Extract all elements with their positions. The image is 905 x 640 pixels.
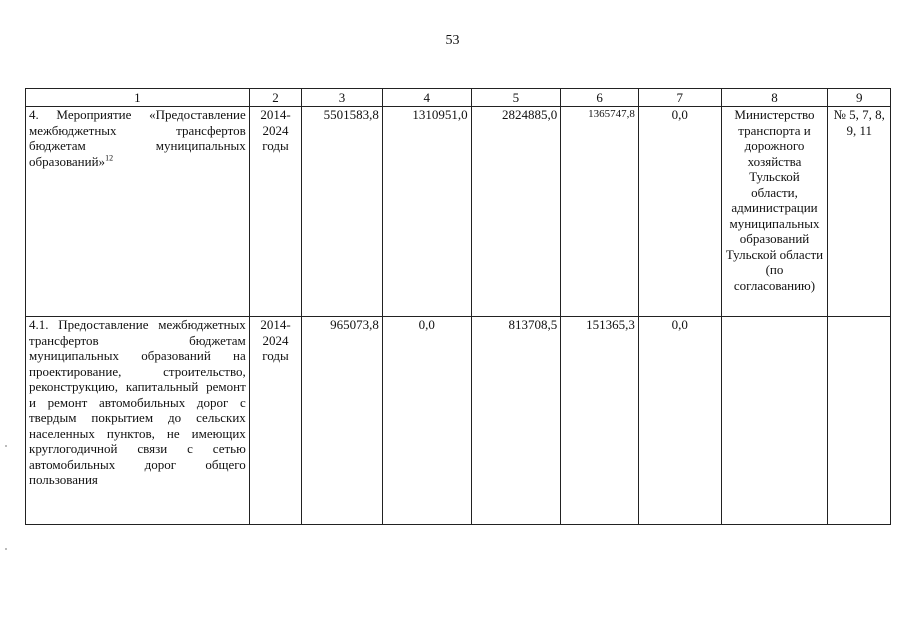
col5-cell: 2824885,0 (471, 107, 561, 317)
scan-speck (5, 548, 7, 550)
col-header-2: 2 (249, 89, 301, 107)
table-row (26, 317, 891, 525)
total-cell: 5501583,8 (302, 107, 383, 317)
total-cell: 965073,8 (302, 317, 383, 525)
col7-cell: 0,0 (638, 107, 721, 317)
col4-cell: 1310951,0 (382, 107, 471, 317)
executor-cell (721, 317, 828, 525)
col7-cell: 0,0 (638, 317, 721, 525)
col-header-7: 7 (638, 89, 721, 107)
col-header-3: 3 (302, 89, 383, 107)
col-header-1: 1 (26, 89, 250, 107)
period-cell: 2014-2024 годы (249, 107, 301, 317)
period-cell: 2014-2024 годы (249, 317, 301, 525)
scan-speck (5, 445, 7, 447)
header-row (26, 89, 891, 107)
page-number: 53 (445, 33, 460, 48)
measure-name-cell (26, 107, 250, 317)
measures-table (25, 88, 891, 525)
measure-name: 4. Мероприятие «Предоставление межбюджетных трансфертов бюджетам муниципальных образований» (29, 107, 246, 169)
indicators-cell: № 5, 7, 8, 9, 11 (828, 107, 891, 317)
col6-cell: 151365,3 (561, 317, 639, 525)
col-header-9: 9 (828, 89, 891, 107)
col5-cell: 813708,5 (471, 317, 561, 525)
col4-cell: 0,0 (382, 317, 471, 525)
col-header-6: 6 (561, 89, 639, 107)
measure-name-cell: 4.1. Предоставление межбюджетных трансфертов бюджетам муниципальных образований на проектирование, строительство, реконструкцию, капитальный ремонт и ремонт автомобильных дорог с твердым покрытием до сельских населенных пунктов, не имеющих круглогодичной связи с сетью автомобильных дорог общего пользования (26, 317, 250, 525)
executor-cell: Министерство транспорта и дорожного хозяйства Тульской области, администрации муниципальных образований Тульской области (по согласованию) (721, 107, 828, 317)
col-header-8: 8 (721, 89, 828, 107)
col6-cell: 1365747,8 (561, 107, 639, 317)
col-header-5: 5 (471, 89, 561, 107)
footnote-mark: 12 (105, 153, 114, 163)
indicators-cell (828, 317, 891, 525)
col-header-4: 4 (382, 89, 471, 107)
table-row (26, 107, 891, 317)
